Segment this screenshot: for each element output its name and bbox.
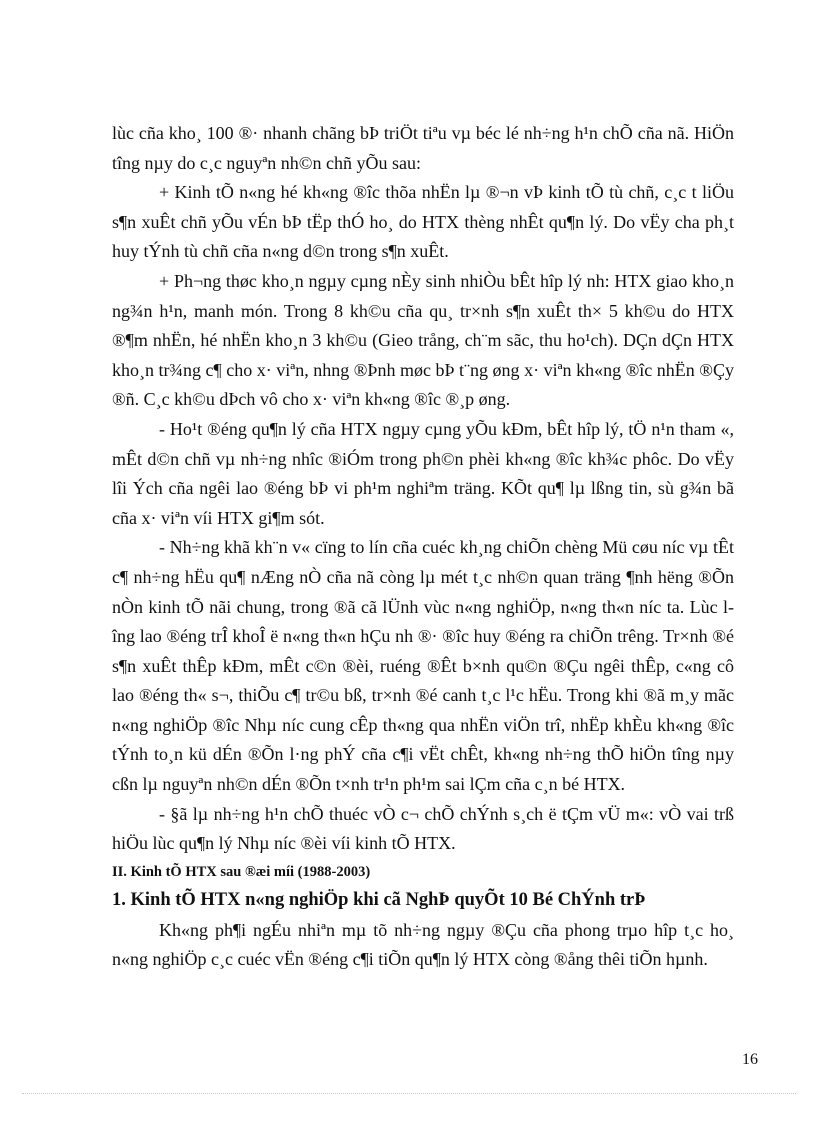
subsection-heading: 1. Kinh tÕ HTX n«ng nghiÖp khi cã NghÞ quyÕt 10 Bé ChÝnh trÞ [112,889,646,910]
footer-divider [22,1093,796,1094]
paragraph-5: - Nh÷ng khã kh¨n v« cïng to lín cña cuéc kh¸ng chiÕn chèng Mü cøu níc vµ tÊt c¶ nh÷ng hËu qu¶ nÆng nÒ cña nã còng lµ mét t¸c nh©n quan träng ¶nh hëng ®Õn nÒn kinh tÕ nãi chung, trong ®ã cã lÜnh vùc n«ng nghiÖp, n«ng th«n níc ta. Lùc lîng lao ®éng trÎ khoÎ ë n«ng th«n hÇu nh ®· ®îc huy ®éng ra chiÕn trêng. Tr×nh ®é s¶n xuÊt thÊp kÐm, mÊt c©n ®èi, ruéng ®Êt b×nh qu©n ®Çu ngêi thÊp, c«ng cô lao ®éng th« s¬, thiÕu c¶ tr©u bß, tr×nh ®é canh t¸c l¹c hËu. Trong khi ®ã m¸y mãc n«ng nghiÖp ®îc Nhµ níc cung cÊp th«ng qua nhËn viÖn trî, nhËp khÈu kh«ng ®îc tÝnh to¸n kü dÉn ®Õn l·ng phÝ cña c¶i vËt chÊt, kh«ng nh÷ng thÕ hiÖn tîng nµy cßn lµ nguyªn nh©n dÉn ®Õn t×nh tr¹n ph¹m sai lÇm cña c¸n bé HTX. [112,537,734,795]
paragraph-1: lùc cña kho¸ 100 ®· nhanh chãng bÞ triÖt tiªu vµ béc lé nh÷ng h¹n chÕ cña nã. HiÖn tîng nµy do c¸c nguyªn nh©n chñ yÕu sau: [112,123,734,173]
paragraph-2: + Kinh tÕ n«ng hé kh«ng ®îc thõa nhËn lµ ®¬n vÞ kinh tÕ tù chñ, c¸c t liÖu s¶n xuÊt chñ yÕu vÉn bÞ tËp thÓ ho¸ do HTX thèng nhÊt qu¶n lý. Do vËy cha ph¸t huy tÝnh tù chñ cña n«ng d©n trong s¶n xuÊt. [112,182,734,262]
paragraph-3: + Ph¬ng thøc kho¸n ngµy cµng nÈy sinh nhiÒu bÊt hîp lý nh: HTX giao kho¸n ng¾n h¹n, manh món. Trong 8 kh©u cña qu¸ tr×nh s¶n xuÊt th× 5 kh©u do HTX ®¶m nhËn, hé nhËn kho¸n 3 kh©u (Gieo trång, ch¨m sãc, thu ho¹ch). DÇn dÇn HTX kho¸n tr¾ng c¶ cho x· viªn, nhng ®Þnh møc bÞ t¨ng øng x· viªn kh«ng ®îc nhËn ®Çy ®ñ. C¸c kh©u dÞch vô cho x· viªn kh«ng ®îc ®¸p øng. [112,270,734,410]
paragraph-6: - §ã lµ nh÷ng h¹n chÕ thuéc vÒ c¬ chÕ chÝnh s¸ch ë tÇm vÜ m«: vÒ vai trß hiÖu lùc qu¶n lý Nhµ níc ®èi víi kinh tÕ HTX. [112,803,734,854]
page-number: 16 [742,1051,758,1068]
paragraph-4: - Ho¹t ®éng qu¶n lý cña HTX ngµy cµng yÕu kÐm, bÊt hîp lý, tÖ n¹n tham «, mÊt d©n chñ vµ nh÷ng nhîc ®iÓm trong ph©n phèi kh«ng ®îc kh¾c phôc. Do vËy lîi Ých cña ngêi lao ®éng bÞ vi ph¹m nghiªm träng. KÕt qu¶ lµ lßng tin, sù g¾n bã cña x· viªn víi HTX gi¶m sót. [112,418,734,528]
final-paragraph: Kh«ng ph¶i ngÉu nhiªn mµ tõ nh÷ng ngµy ®Çu cña phong trµo hîp t¸c ho¸ n«ng nghiÖp c¸c cuéc vËn ®éng c¶i tiÕn qu¶n lý HTX còng ®ång thêi tiÕn hµnh. [112,919,734,970]
section-heading: II. Kinh tÕ HTX sau ®æi míi (1988-2003) [112,863,371,880]
body-text [112,119,734,975]
